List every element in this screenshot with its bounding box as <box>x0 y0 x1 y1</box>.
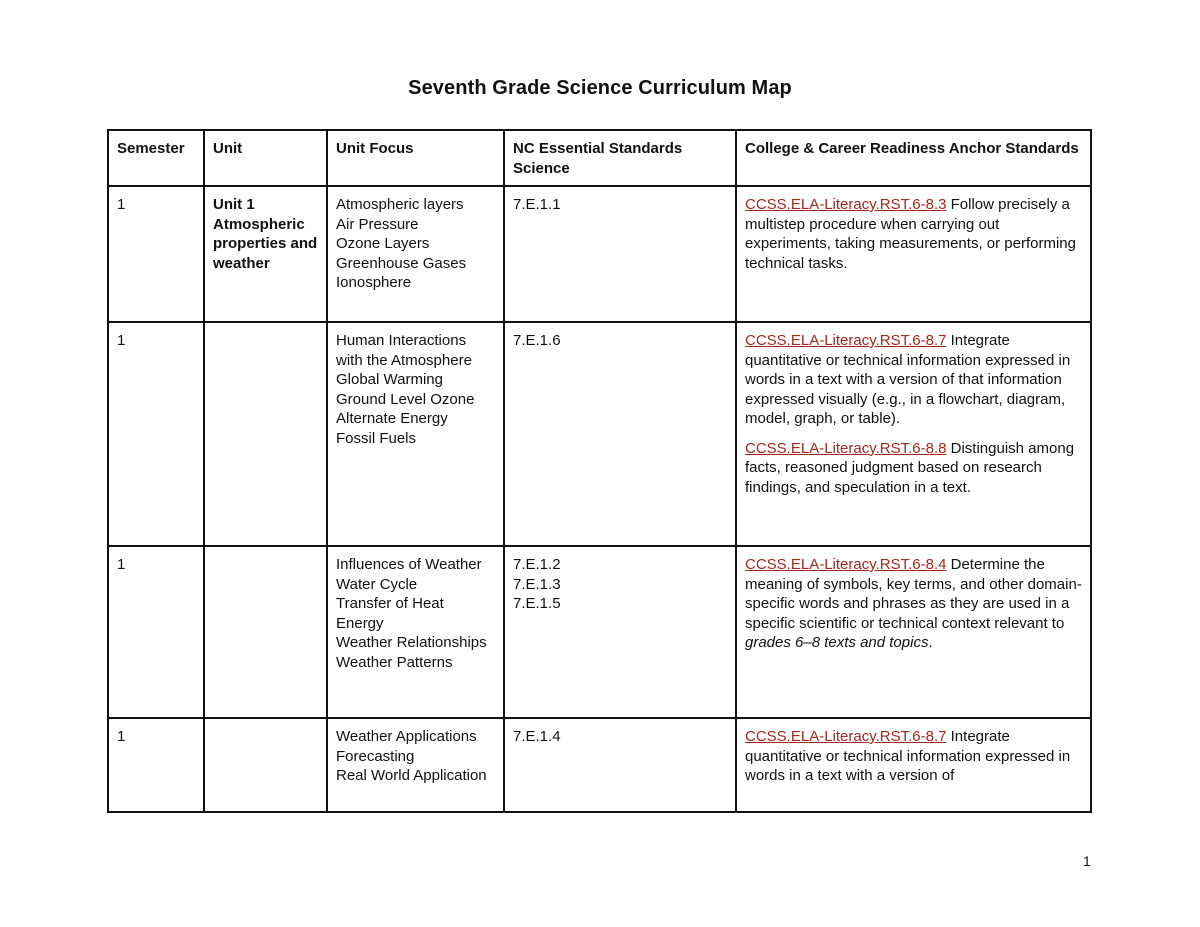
standard-link[interactable]: CCSS.ELA-Literacy.RST.6-8.8 <box>745 439 947 457</box>
focus-item: Fossil Fuels <box>336 429 417 447</box>
focus-item: Ground Level Ozone <box>336 390 475 408</box>
table-row <box>108 546 1091 718</box>
standard-entry <box>745 195 1082 273</box>
standard-link[interactable]: CCSS.ELA-Literacy.RST.6-8.3 <box>745 196 947 213</box>
unit-focus-cell <box>327 322 504 546</box>
standard-entry <box>745 331 1082 429</box>
ccr-standard-cell <box>736 322 1091 546</box>
header-ccr-standards: College & Career Readiness Anchor Standards <box>736 130 1091 186</box>
page-number: 1 <box>1083 853 1091 869</box>
ccr-standard-cell <box>736 186 1091 322</box>
table-header-row <box>108 130 1091 186</box>
nc-standard-code: 7.E.1.1 <box>513 196 561 213</box>
table-row <box>108 186 1091 322</box>
nc-standard-cell <box>504 718 736 812</box>
focus-item: Ozone Layers <box>336 235 430 252</box>
semester-cell: 1 <box>108 718 204 812</box>
semester-cell: 1 <box>108 186 204 322</box>
semester-cell: 1 <box>108 322 204 546</box>
standard-link[interactable]: CCSS.ELA-Literacy.RST.6-8.7 <box>745 728 947 745</box>
header-semester: Semester <box>108 130 204 186</box>
standard-entry <box>745 727 1082 786</box>
focus-item: Air Pressure <box>336 215 419 233</box>
nc-standard-cell <box>504 546 736 718</box>
focus-item: Weather Relationships <box>336 634 487 651</box>
focus-item: Real World Application <box>336 767 487 784</box>
focus-item: Transfer of Heat Energy <box>336 595 444 632</box>
table-row <box>108 322 1091 546</box>
nc-standard-cell <box>504 322 736 546</box>
semester-cell: 1 <box>108 546 204 718</box>
unit-cell <box>204 322 327 546</box>
unit-focus-cell <box>327 186 504 322</box>
header-nc-standards: NC Essential Standards Science <box>504 130 736 186</box>
focus-item: Alternate Energy <box>336 410 448 427</box>
focus-item: Human Interactions with the Atmosphere <box>336 332 472 369</box>
nc-standard-code: 7.E.1.6 <box>513 332 561 349</box>
standard-entry <box>745 439 1082 498</box>
ccr-standard-cell <box>736 546 1091 718</box>
curriculum-table <box>107 129 1092 813</box>
focus-item: Influences of Weather <box>336 556 482 573</box>
focus-item: Greenhouse Gases <box>336 254 467 272</box>
standard-entry <box>745 555 1082 653</box>
focus-item: Atmospheric layers <box>336 196 464 213</box>
unit-cell: Unit 1 Atmospheric properties and weather <box>204 186 327 322</box>
unit-focus-cell <box>327 546 504 718</box>
nc-standard-code: 7.E.1.3 <box>513 575 561 593</box>
focus-item: Ionosphere <box>336 274 412 291</box>
header-unit: Unit <box>204 130 327 186</box>
nc-standard-code: 7.E.1.4 <box>513 728 561 745</box>
standard-link[interactable]: CCSS.ELA-Literacy.RST.6-8.4 <box>745 556 947 573</box>
standard-tail: . <box>928 634 933 651</box>
unit-cell <box>204 718 327 812</box>
table-row <box>108 718 1091 812</box>
standard-emphasis: grades 6–8 texts and topics <box>745 634 929 651</box>
focus-item: Weather Applications <box>336 728 477 745</box>
standard-text: Determine the meaning of symbols, key terms, and other domain-specific words and phrases as they are used in a specific scientific or technical context relevant to <box>745 556 1082 632</box>
focus-item: Weather Patterns <box>336 653 453 671</box>
header-unit-focus: Unit Focus <box>327 130 504 186</box>
standard-text: Integrate quantitative or technical information expressed in words in a text with a version of <box>745 728 1071 784</box>
nc-standard-code: 7.E.1.2 <box>513 556 561 573</box>
focus-item: Forecasting <box>336 747 415 765</box>
ccr-standard-cell <box>736 718 1091 812</box>
nc-standard-cell <box>504 186 736 322</box>
standard-text: Integrate quantitative or technical information expressed in words in a text with a version of that information expressed visually (e.g., in a flowchart, diagram, model, graph, or table). <box>745 332 1071 427</box>
focus-item: Global Warming <box>336 371 443 388</box>
standard-text: Follow precisely a multistep procedure when carrying out experiments, taking measurements, or performing technical tasks. <box>745 196 1076 272</box>
unit-focus-cell <box>327 718 504 812</box>
nc-standard-code: 7.E.1.5 <box>513 595 561 612</box>
standard-text: Distinguish among facts, reasoned judgment based on research findings, and speculation in a text. <box>745 439 1075 496</box>
unit-cell <box>204 546 327 718</box>
standard-link[interactable]: CCSS.ELA-Literacy.RST.6-8.7 <box>745 332 947 349</box>
focus-item: Water Cycle <box>336 575 418 593</box>
page-title: Seventh Grade Science Curriculum Map <box>408 77 792 99</box>
